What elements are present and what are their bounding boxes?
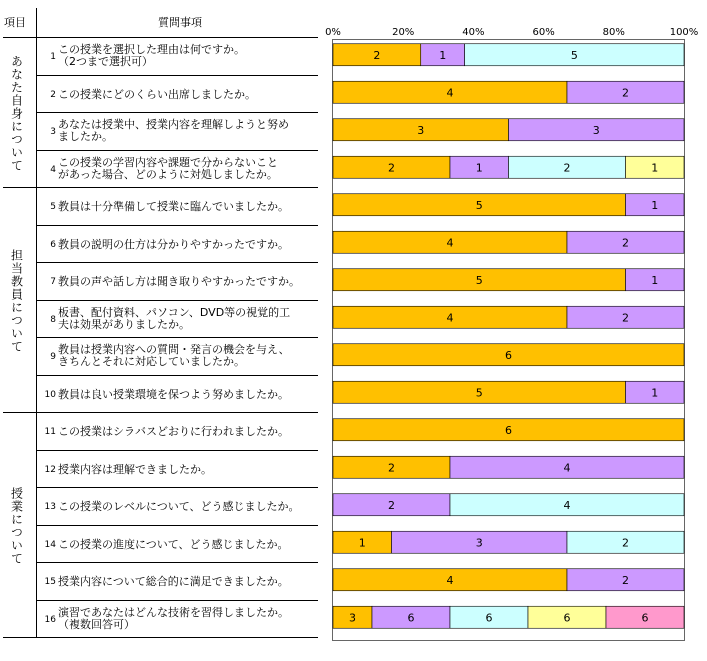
segment-label: 1	[651, 273, 659, 287]
question-number: 2	[50, 89, 56, 100]
question-text: 教員は良い授業環境を保つよう努めましたか。	[58, 387, 289, 401]
question-text: 授業内容について総合的に満足できましたか。	[58, 575, 289, 588]
segment-label: 1	[475, 161, 483, 175]
x-tick-label: 60%	[532, 27, 555, 38]
x-tick-label: 20%	[392, 27, 415, 38]
question-number: 10	[44, 389, 56, 400]
question-text: 演習であなたはどんな技術を習得しましたか。 （複数回答可）	[58, 605, 289, 631]
group-label: 担当教員について	[9, 248, 24, 353]
question-text: この授業を選択した理由は何ですか。 （2つまで選択可）	[58, 43, 245, 68]
segment-label: 2	[622, 236, 629, 250]
segment-label: 4	[563, 498, 571, 512]
segment-label: 6	[563, 611, 571, 625]
segment-label: 2	[388, 161, 395, 175]
question-number: 8	[50, 314, 56, 325]
question-text: 教員の声や話し方は聞き取りやすかったですか。	[58, 275, 300, 288]
segment-label: 5	[475, 386, 483, 400]
segment-label: 2	[622, 311, 629, 325]
segment-label: 6	[505, 423, 512, 437]
question-text: この授業にどのくらい出席しましたか。	[58, 87, 256, 101]
segment-label: 3	[417, 123, 425, 137]
segment-label: 5	[475, 273, 483, 287]
question-text: この授業の学習内容や課題で分からないこと があった場合、どのように対処しましたか。	[58, 155, 278, 181]
segment-label: 1	[358, 536, 366, 550]
question-number: 15	[44, 577, 56, 587]
question-text: 授業内容は理解できましたか。	[58, 462, 212, 476]
header-question: 質問事項	[158, 16, 202, 29]
segment-label: 6	[485, 611, 493, 625]
question-number: 16	[44, 614, 56, 625]
segment-label: 2	[622, 573, 629, 587]
question-number: 9	[50, 352, 56, 362]
question-number: 4	[50, 164, 56, 175]
segment-label: 4	[446, 573, 454, 587]
segment-label: 3	[349, 611, 356, 625]
segment-label: 2	[388, 498, 395, 512]
segment-label: 6	[505, 348, 512, 362]
x-tick-label: 0%	[325, 27, 341, 38]
segment-label: 1	[651, 386, 659, 400]
question-number: 11	[44, 427, 56, 437]
x-tick-label: 80%	[602, 27, 625, 38]
question-number: 12	[44, 464, 56, 475]
group-label: あなた自身について	[9, 54, 24, 172]
segment-label: 5	[570, 48, 578, 62]
question-text: この授業の進度について、どう感じましたか。	[58, 537, 289, 551]
x-tick-label: 40%	[462, 27, 485, 38]
segment-label: 4	[563, 461, 571, 475]
question-text: 教員は授業内容への質問・発言の機会を与え、 きちんとそれに対応していましたか。	[58, 343, 290, 368]
question-text: 教員は十分準備して授業に臨んでいましたか。	[58, 200, 289, 213]
segment-label: 4	[446, 311, 454, 325]
segment-label: 3	[475, 536, 483, 550]
header-item: 項目	[4, 16, 26, 29]
question-number: 13	[44, 502, 56, 512]
segment-label: 1	[651, 198, 659, 212]
segment-label: 2	[622, 86, 629, 100]
question-number: 14	[44, 539, 56, 550]
question-number: 5	[50, 202, 56, 212]
question-text: この授業のレベルについて、どう感じましたか。	[58, 500, 300, 513]
question-number: 6	[50, 239, 56, 250]
segment-label: 4	[446, 86, 454, 100]
question-text: 教員の説明の仕方は分かりやすかったですか。	[58, 237, 289, 251]
question-number: 3	[50, 127, 56, 137]
segment-label: 2	[373, 48, 381, 62]
segment-label: 1	[439, 48, 447, 62]
segment-label: 6	[407, 611, 415, 625]
x-tick-label: 100%	[669, 27, 699, 38]
question-text: 板書、配付資料、パソコン、DVD等の視覚的工 夫は効果がありましたか。	[58, 305, 291, 331]
segment-label: 1	[651, 161, 659, 175]
question-number: 7	[50, 277, 56, 287]
segment-label: 5	[475, 198, 483, 212]
segment-label: 2	[622, 536, 629, 550]
question-text: この授業はシラバスどおりに行われましたか。	[58, 425, 289, 438]
segment-label: 2	[388, 461, 395, 475]
question-text: あなたは授業中、授業内容を理解しようと努め ましたか。	[58, 118, 289, 143]
question-number: 1	[50, 52, 56, 62]
segment-label: 3	[592, 123, 600, 137]
segment-label: 2	[563, 161, 571, 175]
segment-label: 6	[641, 611, 649, 625]
segment-label: 4	[446, 236, 454, 250]
group-label: 授業について	[9, 486, 24, 565]
